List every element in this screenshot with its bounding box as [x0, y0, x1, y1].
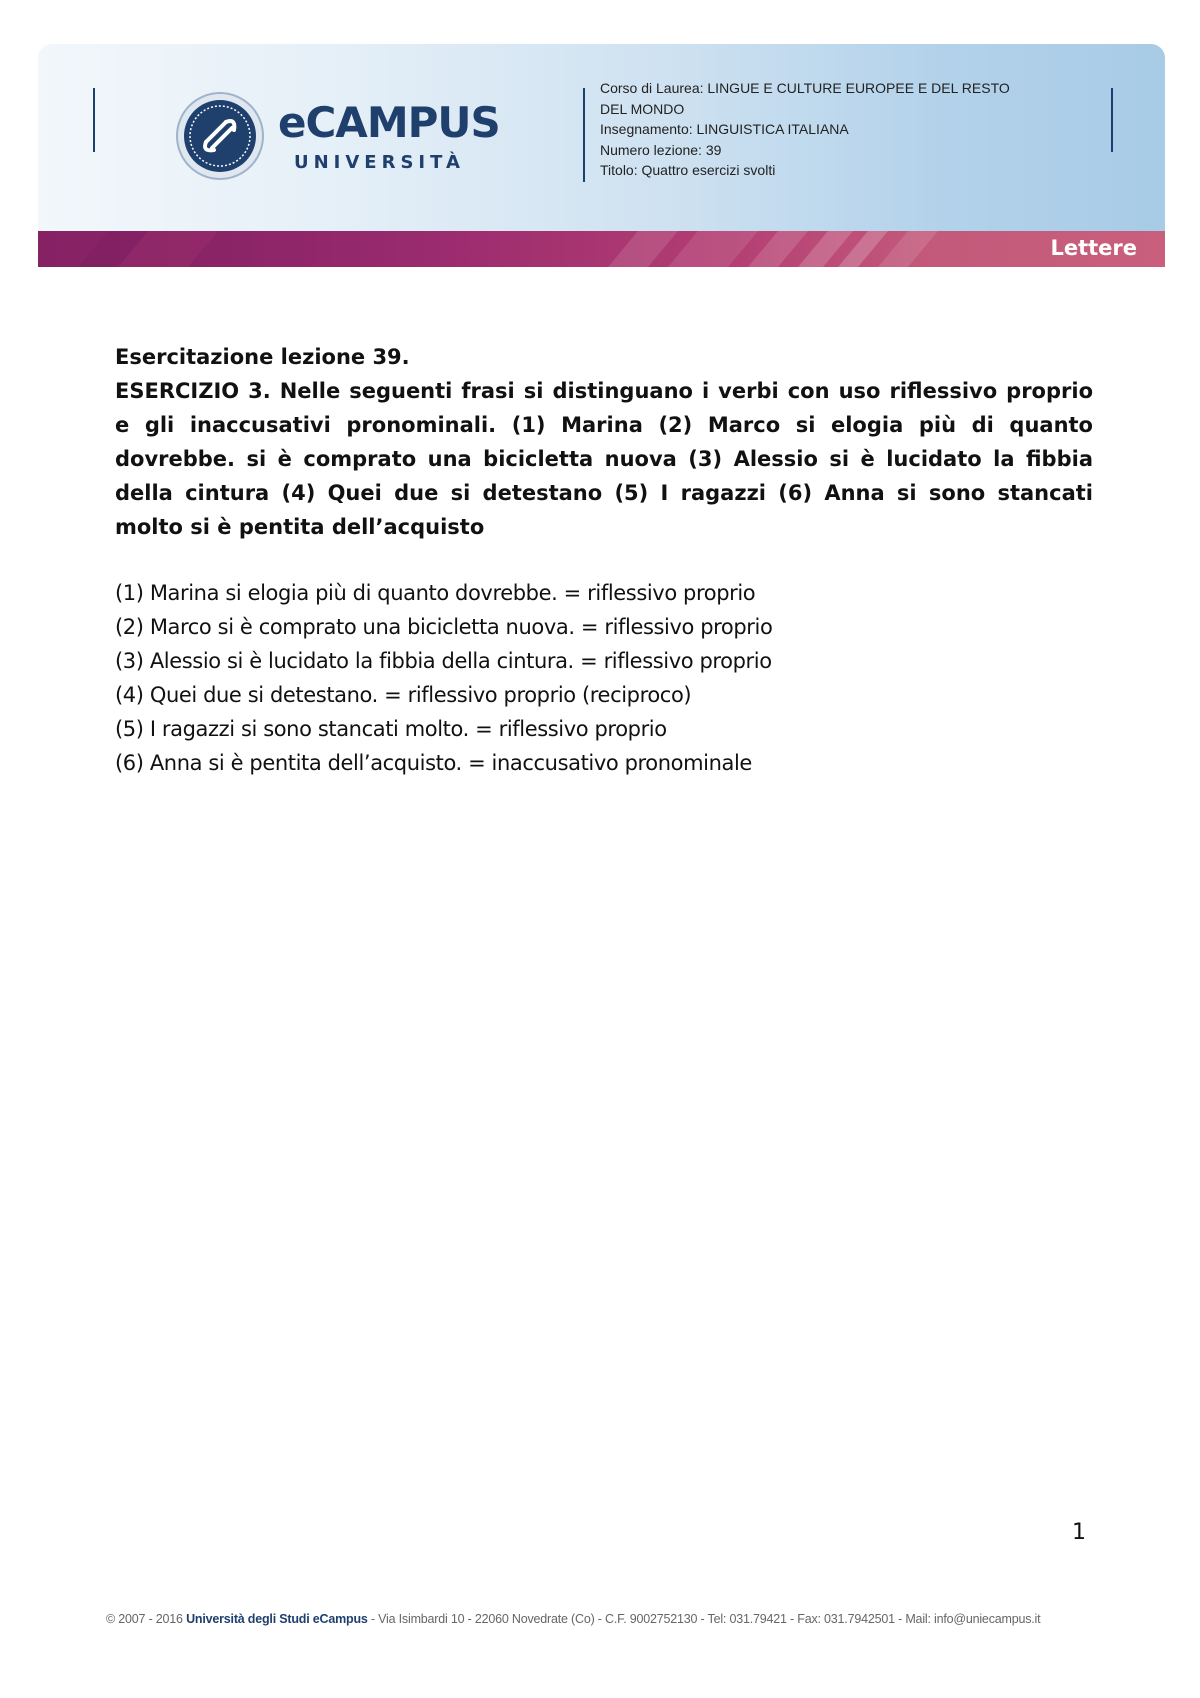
footer-contact-details: - Via Isimbardi 10 - 22060 Novedrate (Co) - C.F. 9002752130 - Tel: 031.79421 - Fax: 031.7942501 - Mail: info@uniecampus.it [367, 1612, 1041, 1626]
page-footer [106, 1612, 1096, 1626]
answer-item: (3) Alessio si è lucidato la fibbia della cintura. = riflessivo proprio [115, 649, 772, 673]
answer-item: (6) Anna si è pentita dell’acquisto. = inaccusativo pronominale [115, 751, 752, 775]
faculty-band [38, 231, 1165, 267]
header-divider-left [93, 88, 95, 152]
logo-wordmark: eCAMPUS [278, 98, 500, 147]
exercise-prompt: ESERCIZIO 3. Nelle seguenti frasi si distinguano i verbi con uso riflessivo proprio e gli inaccusativi pronominali. (1) Marina (2) Marco si elogia più di quanto dovrebbe. si è comprato una bicicletta nuova (3) Alessio si è lucidato la fibbia della cintura (4) Quei due si detestano (5) I ragazzi (6) Anna si sono stancati molto si è pentita dell’acquisto [115, 379, 1093, 539]
document-body [115, 340, 1093, 780]
answer-item: (2) Marco si è comprato una bicicletta nuova. = riflessivo proprio [115, 615, 773, 639]
footer-university-name: Università degli Studi eCampus [186, 1612, 368, 1626]
lesson-title-line: Titolo: Quattro esercizi svolti [600, 162, 776, 178]
course-degree-line: Corso di Laurea: LINGUE E CULTURE EUROPEE E DEL RESTO [600, 80, 1010, 96]
header-divider-right [1111, 88, 1113, 152]
footer-copyright: © 2007 - 2016 [106, 1612, 187, 1626]
answer-item: (1) Marina si elogia più di quanto dovrebbe. = riflessivo proprio [115, 581, 756, 605]
page-number: 1 [1072, 1520, 1086, 1545]
exercise-title: Esercitazione lezione 39. [115, 345, 410, 369]
faculty-label: Lettere [1050, 236, 1137, 260]
answer-item: (5) I ragazzi si sono stancati molto. = riflessivo proprio [115, 717, 667, 741]
ecampus-logo [176, 92, 506, 182]
course-degree-line-continued: DEL MONDO [600, 100, 685, 117]
course-info [600, 78, 1080, 181]
header-divider-middle [583, 88, 585, 182]
lesson-number-line: Numero lezione: 39 [600, 141, 722, 158]
header-banner [38, 44, 1165, 267]
university-seal-icon [176, 92, 264, 180]
answer-item: (4) Quei due si detestano. = riflessivo proprio (reciproco) [115, 683, 692, 707]
band-stripes-decoration [38, 231, 1165, 267]
course-subject-line: Insegnamento: LINGUISTICA ITALIANA [600, 121, 849, 137]
answer-list [115, 576, 1093, 780]
logo-subtitle: UNIVERSITÀ [294, 152, 465, 173]
